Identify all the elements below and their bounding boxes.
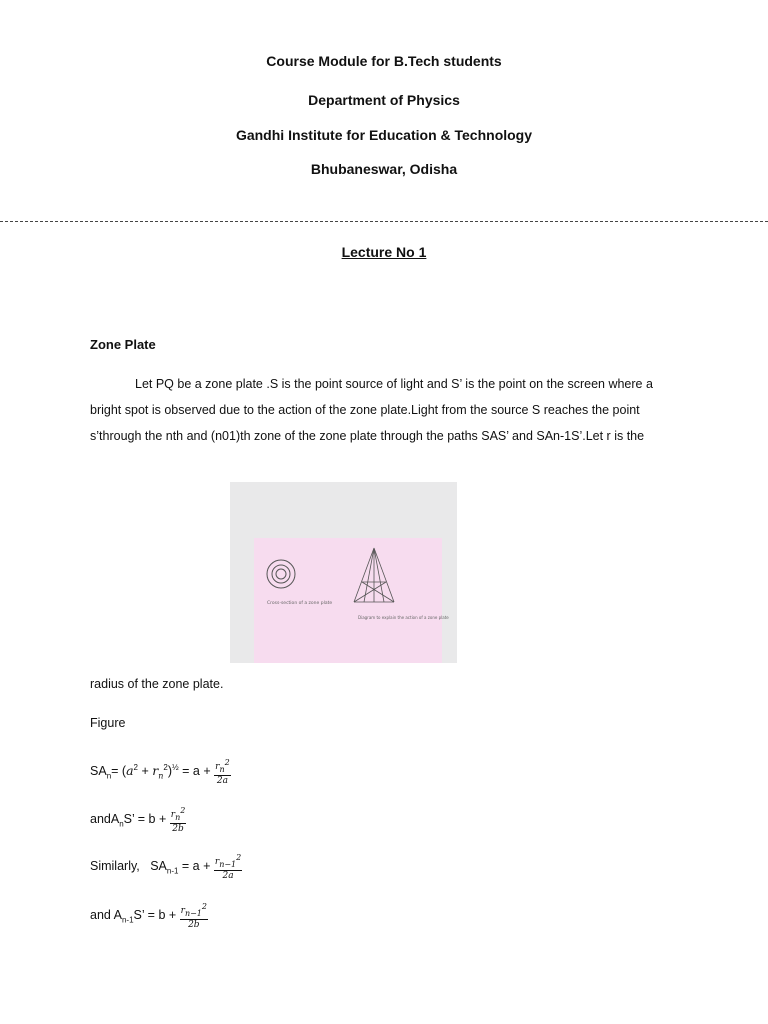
figure-left-caption: Cross-section of a zone plate [267,601,333,606]
zone-plate-drawing [230,482,457,663]
zone-plate-figure [230,482,457,663]
institute-name: Gandhi Institute for Education & Technology [235,127,533,143]
lecture-title: Lecture No 1 [341,244,427,260]
figure-right-caption: Diagram to explain the action of a zone plate [358,615,449,620]
paragraph-line-3: s’through the nth and (n01)th zone of the zone plate through the paths SAS’ and SAn-1S’.Let r is the [90,429,645,443]
course-module-title: Course Module for B.Tech students [266,53,502,69]
figure-label: Figure [90,716,126,730]
paragraph-line-2: bright spot is observed due to the action of the zone plate.Light from the source S reaches the point [90,403,640,417]
section-heading: Zone Plate [90,337,156,352]
equation-3: Similarly, $SA_{n-1} = a$ + $\frac{r_{n-1}^2}{2a}$ [90,853,242,881]
paragraph-line-1: Let PQ be a zone plate .S is the point source of light and S’ is the point on the screen where a [135,377,653,391]
dashed-divider [0,221,768,222]
equation-2: andA$_n$S’ = b + $\frac{r_n^2}{2b}$ [90,806,186,834]
equation-1: $SA_n= (a^2 + r_n^2)^{\frac{1}{2}} = a$ + $\frac{r_n^2}{2a}$ [90,758,230,786]
department-name: Department of Physics [308,92,460,108]
institute-location: Bhubaneswar, Odisha [310,161,458,177]
continuation-line: radius of the zone plate. [90,677,224,691]
equation-4: and $A_{n-1}S$’ = b + $\frac{r_{n-1}^2}{2b}$ [90,902,207,930]
